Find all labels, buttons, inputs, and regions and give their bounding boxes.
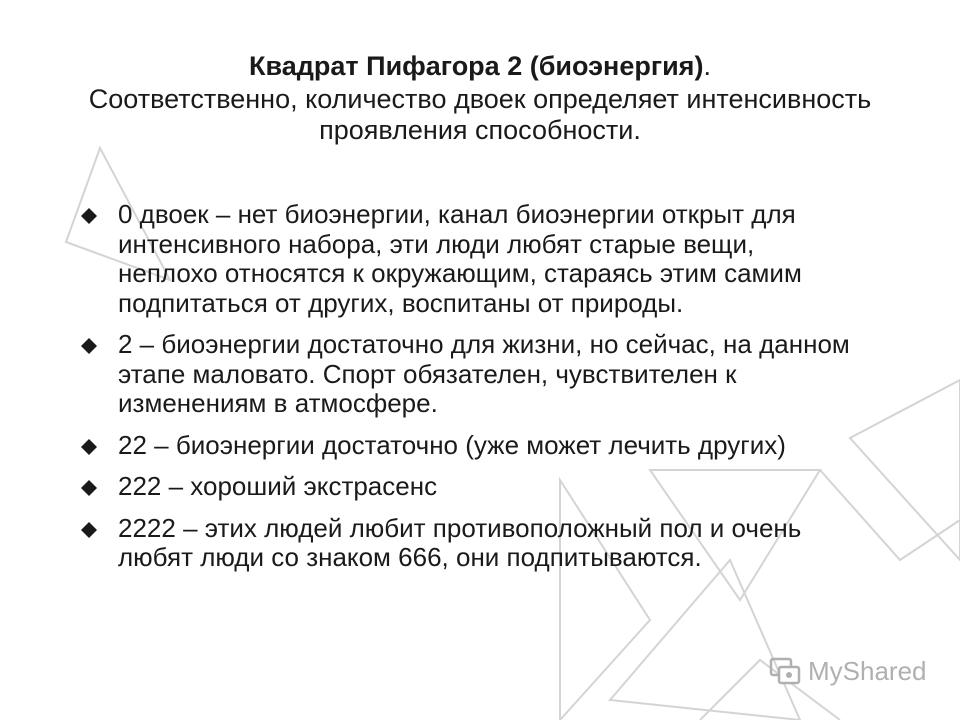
slide-subtitle: Соответственно, количество двоек определяет интенсивность проявления способности. [88, 84, 872, 145]
bullet-text: 2 – биоэнергии достаточно для жизни, но сейчас, на данном этапе маловато. Спорт обязателен, чувствителен к изменениям в атмосфере. [118, 329, 850, 418]
bullet-item [80, 431, 860, 461]
bullet-item [80, 472, 860, 502]
slide-title-period: . [703, 51, 711, 81]
bullet-text: 2222 – этих людей любит противоположный пол и очень любят люди со знаком 666, они подпитываются. [118, 512, 802, 572]
diamond-bullet-icon [80, 438, 98, 456]
watermark-brand-text: MyShared [808, 655, 927, 686]
slide-title-text: Квадрат Пифагора 2 (биоэнергия) [249, 51, 704, 81]
diamond-bullet-icon [80, 479, 98, 497]
bullet-list [80, 200, 860, 585]
bullet-text: 0 двоек – нет биоэнергии, канал биоэнергии открыт для интенсивного набора, эти люди любят старые вещи, неплохо относятся к окружающим, стараясь этим самим подпитаться от других, воспитаны от природы. [118, 199, 802, 318]
diamond-bullet-icon [80, 521, 98, 539]
diamond-bullet-icon [80, 337, 98, 355]
slide-title [60, 48, 900, 84]
bullet-item [80, 330, 860, 419]
diamond-bullet-icon [80, 207, 98, 225]
bullet-text: 22 – биоэнергии достаточно (уже может лечить других) [118, 429, 786, 460]
bullet-item [80, 514, 860, 573]
header [60, 48, 900, 146]
myshared-logo-icon [768, 654, 802, 688]
bullet-item [80, 200, 860, 318]
bullet-text: 222 – хороший экстрасенс [118, 471, 438, 501]
myshared-watermark [768, 654, 927, 688]
